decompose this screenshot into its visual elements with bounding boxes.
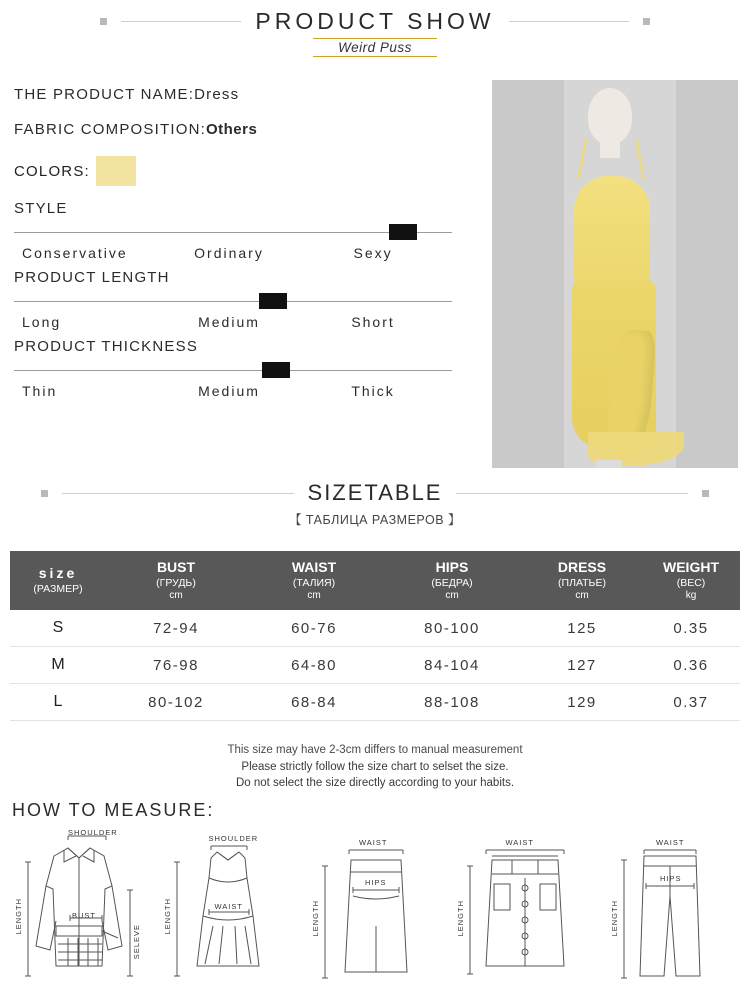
group-title-style: STYLE: [14, 200, 68, 217]
col-weight-unit: kg: [685, 589, 697, 601]
product-spec-block: [14, 86, 464, 399]
cell-dress: 127: [522, 647, 642, 684]
scale-marker-thickness: [262, 362, 290, 378]
col-bust-ru: (ГРУДЬ): [156, 576, 196, 589]
col-waist: [246, 551, 382, 610]
mannequin-stand: [596, 460, 622, 468]
label-length: LENGTH: [14, 898, 23, 935]
col-waist-ru: (ТАЛИЯ): [292, 576, 336, 589]
col-size-en: size: [38, 565, 78, 582]
scale-rule: [14, 301, 452, 302]
label-waist: WAIST: [359, 838, 388, 847]
sizetable-subtitle: 【 ТАБЛИЦА РАЗМЕРОВ 】: [288, 513, 462, 527]
square-dot-icon: [100, 18, 107, 25]
scale-labels-length: [14, 314, 444, 330]
dress-bodice: [574, 176, 650, 296]
thickness-option-0: Thin: [22, 383, 58, 399]
scale-marker-length: [259, 293, 287, 309]
product-photo: [492, 80, 738, 468]
table-row: [10, 610, 740, 647]
size-note-3: Do not select the size directly according to your habits.: [235, 777, 515, 790]
table-header-row: [10, 551, 740, 610]
cell-bust: 76-98: [106, 647, 246, 684]
divider-left: [62, 493, 294, 494]
divider-left: [121, 21, 241, 22]
thickness-option-1: Medium: [198, 383, 260, 399]
col-hips-en: HIPS: [435, 559, 469, 575]
group-title-thickness: PRODUCT THICKNESS: [14, 338, 199, 355]
label-waist: WAIST: [214, 902, 243, 911]
label-length: LENGTH: [610, 900, 619, 937]
sizetable-title: SIZETABLE: [307, 480, 443, 505]
col-size-ru: (РАЗМЕР): [33, 582, 83, 595]
table-row: [10, 684, 740, 721]
col-size: [10, 551, 106, 610]
col-dress-en: DRESS: [557, 559, 607, 575]
size-notes: [0, 742, 750, 792]
col-hips: [382, 551, 522, 610]
style-option-2: Sexy: [353, 245, 393, 261]
fabric-label: FABRIC COMPOSITION:: [14, 121, 206, 138]
thickness-option-2: Thick: [351, 383, 395, 399]
label-sleeve: SELEVE: [132, 924, 141, 960]
colors-row: [14, 156, 464, 186]
figure-pants: [600, 826, 746, 994]
label-bust: BUST: [72, 911, 97, 920]
sizetable-heading: [0, 480, 750, 528]
style-option-1: Ordinary: [194, 245, 264, 261]
mannequin-neck: [600, 132, 620, 158]
col-bust-en: BUST: [156, 559, 196, 575]
table-row: [10, 647, 740, 684]
size-note-1: This size may have 2-3cm differs to manual measurement: [227, 744, 523, 756]
square-dot-icon: [41, 490, 48, 497]
cell-hips: 80-100: [382, 610, 522, 647]
label-shoulder: SHOULDER: [68, 828, 118, 837]
scale-labels-style: [14, 245, 444, 261]
scale-length: [14, 290, 464, 312]
figure-mini-skirt: [452, 826, 598, 994]
label-length: LENGTH: [311, 900, 320, 937]
figure-dress: [155, 826, 301, 994]
scale-rule: [14, 370, 452, 371]
col-weight-en: WEIGHT: [663, 559, 719, 575]
scale-thickness: [14, 359, 464, 381]
cell-bust: 80-102: [106, 684, 246, 721]
col-bust-unit: cm: [169, 589, 183, 601]
attribute-group-thickness: [14, 338, 464, 399]
fabric-value: Others: [205, 121, 258, 138]
scale-marker-style: [389, 224, 417, 240]
divider-right: [509, 21, 629, 22]
scale-labels-thickness: [14, 383, 444, 399]
howto-title: HOW TO MEASURE:: [12, 800, 215, 820]
col-waist-unit: cm: [307, 589, 321, 601]
attribute-group-length: [14, 269, 464, 330]
product-name-line: [14, 86, 464, 103]
col-waist-en: WAIST: [291, 559, 337, 575]
label-waist: WAIST: [656, 838, 685, 847]
product-name-label: THE PRODUCT NAME:: [14, 86, 195, 103]
size-table: [10, 551, 740, 721]
product-name-value: Dress: [194, 86, 240, 103]
header-title-row: [0, 0, 750, 35]
size-note-2: Please strictly follow the size chart to selset the size.: [241, 760, 509, 773]
colors-label: COLORS:: [14, 162, 90, 180]
col-bust: [106, 551, 246, 610]
cell-size: L: [10, 684, 106, 721]
page-title: PRODUCT SHOW: [255, 8, 495, 34]
color-swatch-yellow[interactable]: [96, 156, 136, 186]
label-length: LENGTH: [455, 900, 465, 937]
group-title-length: PRODUCT LENGTH: [14, 269, 170, 286]
howto-figures: [6, 826, 746, 994]
photo-bg: [676, 80, 738, 468]
label-shoulder: SHOULDER: [208, 834, 259, 843]
label-hips: HIPS: [365, 878, 387, 887]
fabric-line: [14, 121, 464, 138]
cell-hips: 88-108: [382, 684, 522, 721]
square-dot-icon: [702, 490, 709, 497]
length-option-1: Medium: [198, 314, 260, 330]
col-weight: [642, 551, 740, 610]
cell-dress: 125: [522, 610, 642, 647]
style-option-0: Conservative: [22, 245, 128, 261]
brand-name: Weird Puss: [313, 38, 437, 57]
cell-weight: 0.36: [642, 647, 740, 684]
col-dress: [522, 551, 642, 610]
length-option-0: Long: [22, 314, 62, 330]
cell-hips: 84-104: [382, 647, 522, 684]
label-hips: HIPS: [660, 874, 682, 883]
col-dress-unit: cm: [575, 589, 589, 601]
col-hips-ru: (БЕДРА): [431, 576, 473, 589]
cell-size: M: [10, 647, 106, 684]
divider-right: [456, 493, 688, 494]
cell-weight: 0.37: [642, 684, 740, 721]
photo-bg: [492, 80, 564, 468]
figure-shirt: [6, 826, 152, 994]
label-waist: WAIST: [505, 838, 534, 847]
cell-weight: 0.35: [642, 610, 740, 647]
square-dot-icon: [643, 18, 650, 25]
scale-style: [14, 221, 464, 243]
col-dress-ru: (ПЛАТЬЕ): [558, 576, 606, 589]
figure-skirt: [303, 826, 449, 994]
cell-waist: 64-80: [246, 647, 382, 684]
col-weight-ru: (ВЕС): [676, 576, 706, 589]
size-table-body: [10, 610, 740, 721]
cell-size: S: [10, 610, 106, 647]
col-hips-unit: cm: [445, 589, 459, 601]
sizetable-title-row: [0, 480, 750, 506]
cell-dress: 129: [522, 684, 642, 721]
attribute-group-style: [14, 200, 464, 261]
scale-rule: [14, 232, 452, 233]
length-option-2: Short: [351, 314, 395, 330]
size-table-head: [10, 551, 740, 610]
cell-waist: 60-76: [246, 610, 382, 647]
label-length: LENGTH: [162, 898, 172, 935]
cell-bust: 72-94: [106, 610, 246, 647]
cell-waist: 68-84: [246, 684, 382, 721]
page-header: [0, 0, 750, 68]
